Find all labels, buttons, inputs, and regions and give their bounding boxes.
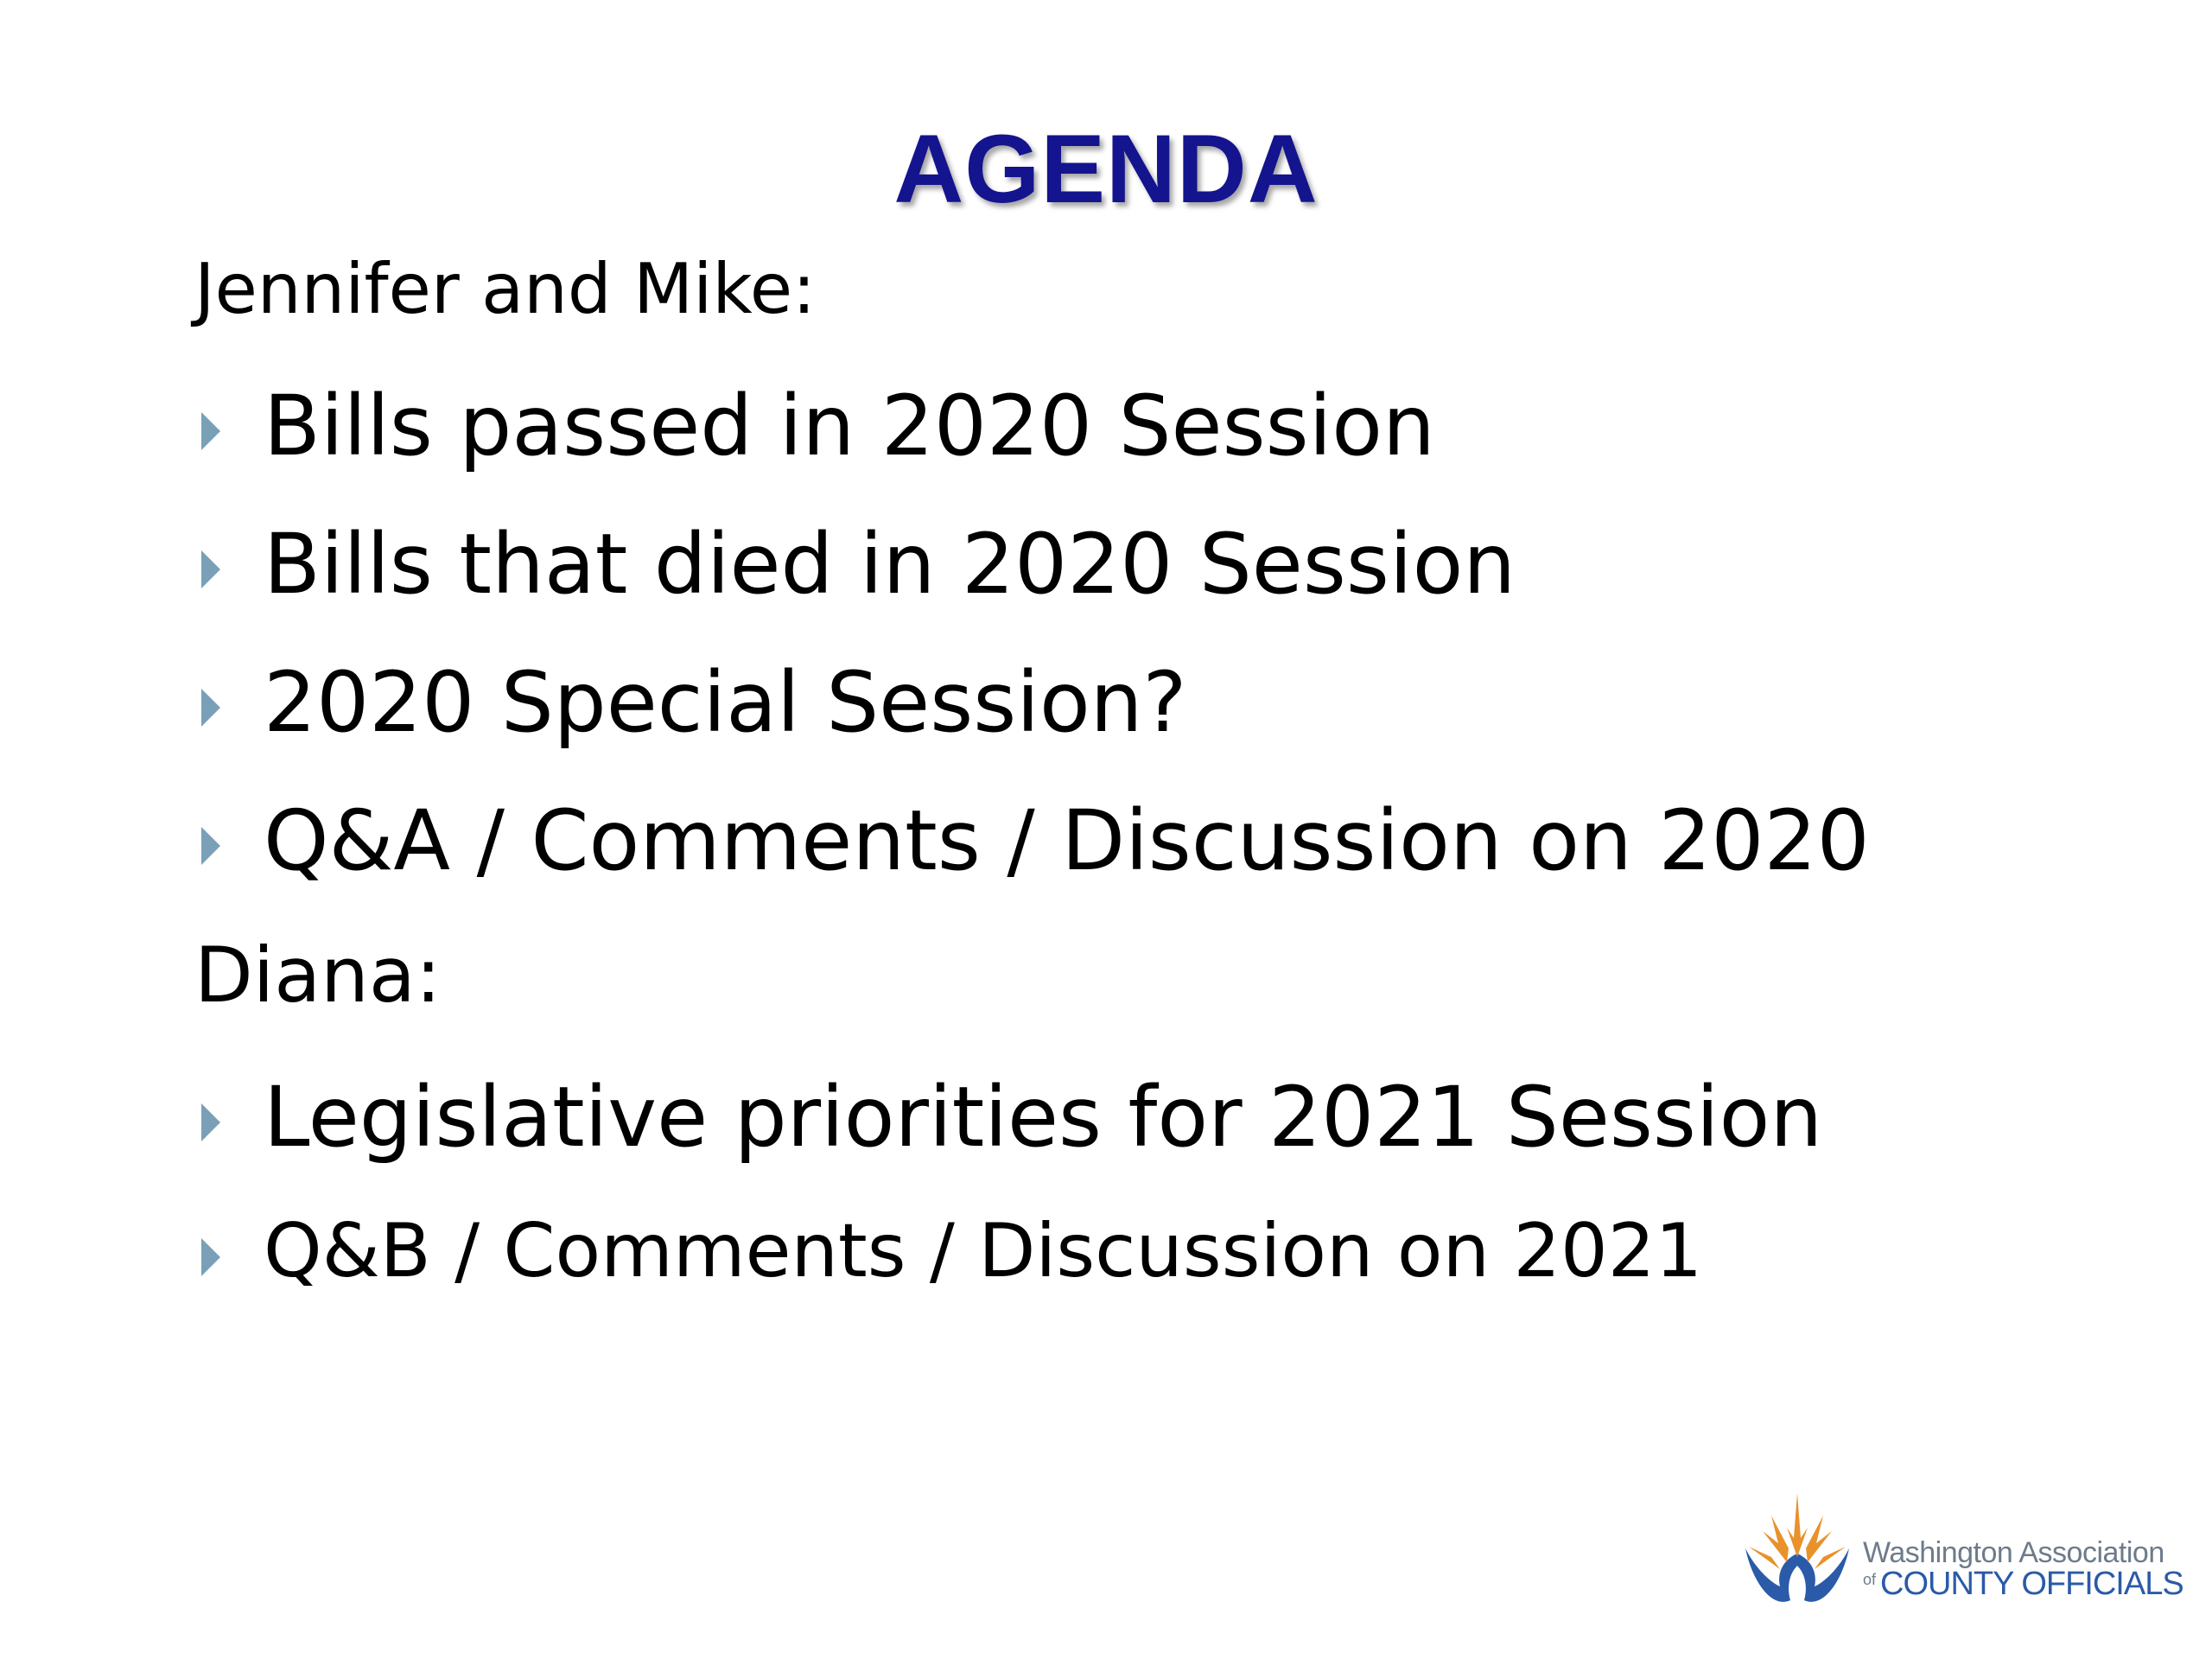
bullet-arrow-icon (201, 550, 220, 588)
bullet-arrow-icon (201, 412, 220, 450)
agenda-item-text: Q&B / Comments / Discussion on 2021 (264, 1208, 1703, 1294)
section-heading-diana: Diana: (194, 931, 442, 1020)
agenda-item-text: Legislative priorities for 2021 Session (264, 1069, 1823, 1166)
bullet-arrow-icon (201, 1238, 220, 1276)
logo-text-line2: COUNTY OFFICIALS (1880, 1566, 2183, 1602)
logo-mark-icon (1737, 1486, 1858, 1616)
slide-title: AGENDA (893, 115, 1319, 223)
agenda-item-text: 2020 Special Session? (264, 654, 1187, 751)
agenda-item-text: Bills passed in 2020 Session (264, 378, 1435, 474)
wacounty-officials-logo (1737, 1486, 2183, 1616)
logo-text-line1: Washington Association (1863, 1536, 2164, 1569)
bullet-arrow-icon (201, 689, 220, 727)
agenda-item-text: Bills that died in 2020 Session (264, 516, 1516, 613)
bullet-arrow-icon (201, 827, 220, 865)
agenda-item-text: Q&A / Comments / Discussion on 2020 (264, 792, 1870, 889)
bullet-arrow-icon (201, 1103, 220, 1141)
section-heading-jennifer-mike: Jennifer and Mike: (194, 249, 816, 329)
logo-text-of: of (1863, 1571, 1877, 1588)
